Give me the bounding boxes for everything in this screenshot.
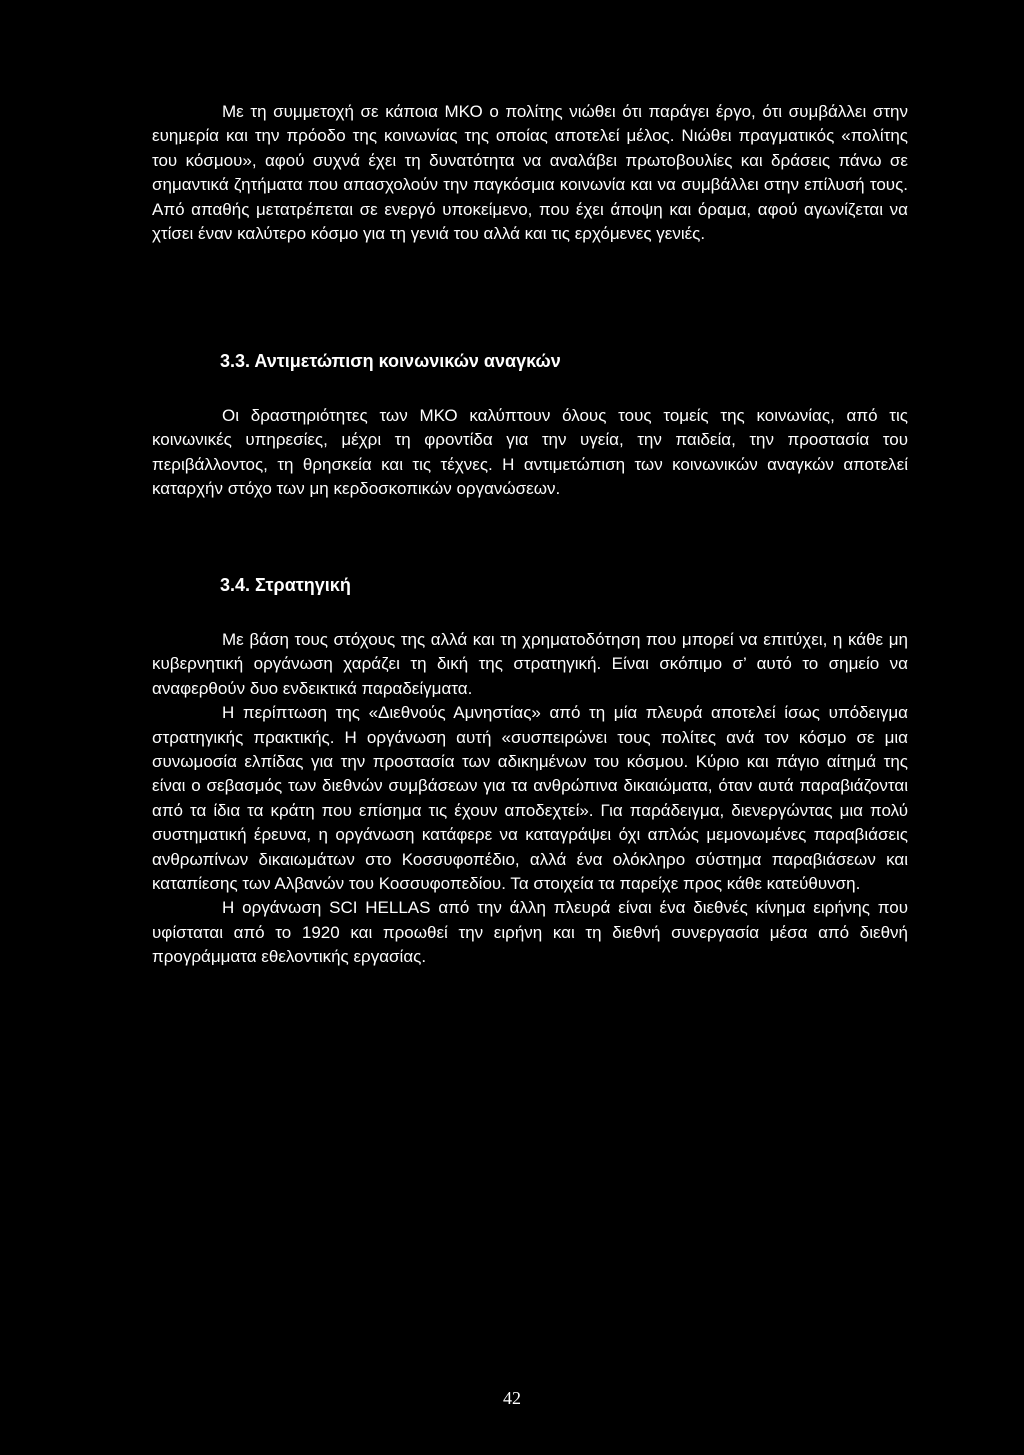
section-3-4-paragraph-3: Η οργάνωση SCI HELLAS από την άλλη πλευρά είναι ένα διεθνές κίνημα ειρήνης που υφίσταται από το 1920 και προωθεί την ειρήνη και τη διεθνή συνεργασία μέσα από διεθνή προγράμματα εθελοντικής εργασίας. [152,898,908,967]
section-3-4-heading: 3.4. Στρατηγική [220,575,351,595]
section-3-4-paragraph-2: Η περίπτωση της «Διεθνούς Αμνηστίας» από τη μία πλευρά αποτελεί ίσως υπόδειγμα στρατηγικής πρακτικής. Η οργάνωση αυτή «συσπειρώνει τους πολίτες ανά τον κόσμο σε μια συνωμοσία ελπίδας για την προστασία των αδικημένων του κόσμου. Κύριο και πάγιο αίτημά της είναι ο σεβασμός των διεθνών συμβάσεων για τα ανθρώπινα δικαιώματα, όταν αυτά παραβιάζονται από τα ίδια τα κράτη που επίσημα τις έχουν αποδεχτεί». Για παράδειγμα, διενεργώντας μια πολύ συστηματική έρευνα, η οργάνωση κατάφερε να καταγράψει όχι απλώς μεμονωμένες παραβιάσεις ανθρωπίνων δικαιωμάτων στο Κοσσυφοπέδιο, αλλά ένα ολόκληρο σύστημα παραβιάσεων και καταπίεσης των Αλβανών του Κοσσυφοπεδίου. Τα στοιχεία τα παρείχε προς κάθε κατεύθυνση. [152,703,908,894]
page-number: 42 [503,1388,521,1408]
section-3-4-paragraph-1: Με βάση τους στόχους της αλλά και τη χρηματοδότηση που μπορεί να επιτύχει, η κάθε μη κυβερνητική οργάνωση χαράζει τη δική της στρατηγική. Είναι σκόπιμο σ’ αυτό το σημείο να αναφερθούν δυο ενδεικτικά παραδείγματα. [152,630,908,698]
section-3-3-body [152,404,908,502]
intro-paragraph: Με τη συμμετοχή σε κάποια ΜΚΟ ο πολίτης νιώθει ότι παράγει έργο, ότι συμβάλλει στην ευημερία και την πρόοδο της κοινωνίας της οποίας αποτελεί μέλος. Νιώθει πραγματικός «πολίτης του κόσμου», αφού συχνά έχει τη δυνατότητα να αναλάβει πρωτοβουλίες και δράσεις πάνω σε σημαντικά ζητήματα που απασχολούν την παγκόσμια κοινωνία και να συμβάλλει στην επίλυσή τους. Από απαθής μετατρέπεται σε ενεργό υποκείμενο, που έχει άποψη και όραμα, αφού αγωνίζεται να χτίσει έναν καλύτερο κόσμο για τη γενιά του αλλά και τις ερχόμενες γενιές. [152,102,908,244]
section-3-3-paragraph: Οι δραστηριότητες των ΜΚΟ καλύπτουν όλους τους τομείς της κοινωνίας, από τις κοινωνικές υπηρεσίες, μέχρι τη φροντίδα για την υγεία, την παιδεία, την προστασία του περιβάλλοντος, τη θρησκεία και τις τέχνες. Η αντιμετώπιση των κοινωνικών αναγκών αποτελεί καταρχήν στόχο των μη κερδοσκοπικών οργανώσεων. [152,406,908,499]
section-3-3-heading: 3.3. Αντιμετώπιση κοινωνικών αναγκών [220,351,561,371]
intro-section [152,100,908,246]
section-3-4-body [152,628,908,970]
